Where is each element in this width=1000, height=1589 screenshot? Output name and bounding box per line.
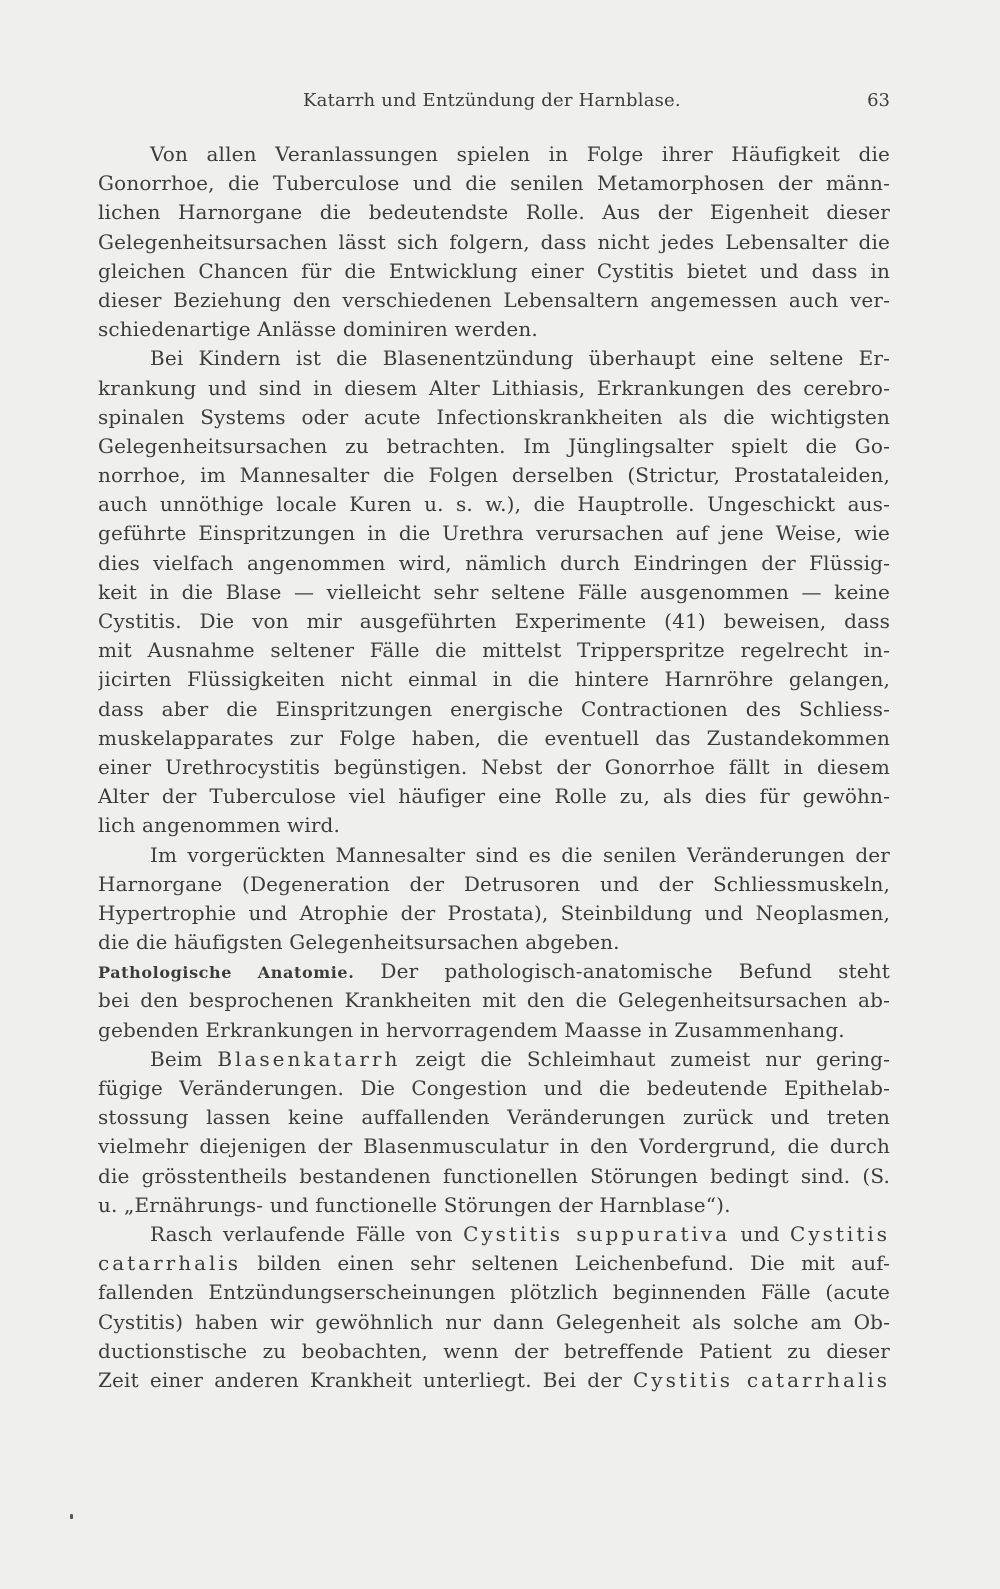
text-line: fallenden Entzündungserscheinungen plötzlich beginnenden Fälle (acute — [98, 1280, 890, 1305]
section-heading: Pathologische Anatomie. — [98, 963, 355, 983]
emphasized-term: Cystitis — [790, 1221, 890, 1246]
section-heading-rest: Der pathologisch-anatomische Befund steht — [354, 959, 890, 984]
text-line: Harnorgane (Degeneration der Detrusoren und der Schliessmuskeln, — [98, 871, 890, 896]
text-line — [98, 1366, 890, 1395]
text-fragment: Rasch verlaufende Fälle von — [150, 1221, 464, 1246]
text-fragment: Zeit einer anderen Krankheit unterliegt. Bei der — [98, 1367, 633, 1392]
text-line: gebenden Erkrankungen in hervorragendem Maasse in Zusammenhang. — [98, 1017, 845, 1042]
text-fragment: und — [730, 1221, 791, 1246]
text-line: Bei Kindern ist die Blasenentzündung überhaupt eine seltene Er- — [150, 346, 890, 371]
emphasized-term: Cystitis catarrhalis — [633, 1367, 890, 1392]
emphasized-term: Cystitis suppurativa — [463, 1221, 731, 1246]
text-line: stossung lassen keine auffallenden Veränderungen zurück und treten — [98, 1105, 890, 1130]
text-line — [98, 1220, 890, 1249]
text-line: auch unnöthige locale Kuren u. s. w.), die Hauptrolle. Ungeschickt aus- — [98, 492, 890, 517]
emphasized-term: Blasenkatarrh — [217, 1046, 401, 1071]
ink-speck — [70, 1514, 73, 1519]
text-line: krankung und sind in diesem Alter Lithiasis, Erkrankungen des cerebro- — [98, 375, 890, 400]
running-title: Katarrh und Entzündung der Harnblase. — [303, 90, 681, 111]
text-line: Gelegenheitsursachen zu betrachten. Im Jünglingsalter spielt die Go- — [98, 433, 890, 458]
text-line: Gelegenheitsursachen lässt sich folgern, dass nicht jedes Lebensalter die — [98, 229, 890, 254]
text-line: norrhoe, im Mannesalter die Folgen derselben (Strictur, Prostataleiden, — [98, 463, 890, 488]
emphasized-term: catarrhalis — [98, 1251, 242, 1276]
text-line: keit in die Blase — vielleicht sehr seltene Fälle ausgenommen — keine — [98, 579, 890, 604]
text-line: Von allen Veranlassungen spielen in Folge ihrer Häufigkeit die — [150, 142, 890, 166]
running-head — [98, 90, 890, 118]
text-line: ductionstische zu beobachten, wenn der betreffende Patient zu dieser — [98, 1338, 890, 1363]
text-line: Alter der Tuberculose viel häufiger eine Rolle zu, als dies für gewöhn- — [98, 784, 890, 809]
text-line: fügige Veränderungen. Die Congestion und die bedeutende Epithelab- — [98, 1076, 890, 1100]
text-line: dies vielfach angenommen wird, nämlich durch Eindringen der Flüssig- — [98, 550, 890, 575]
text-line: dieser Beziehung den verschiedenen Lebensaltern angemessen auch ver- — [98, 287, 890, 312]
text-line: Cystitis) haben wir gewöhnlich nur dann Gelegenheit als solche am Ob- — [98, 1309, 890, 1334]
text-fragment: zeigt die Schleimhaut zumeist nur gering- — [400, 1046, 890, 1071]
text-line: die die häufigsten Gelegenheitsursachen abgeben. — [98, 930, 620, 955]
text-line: geführte Einspritzungen in die Urethra verursachen auf jene Weise, wie — [98, 521, 890, 546]
text-line: u. „Ernährungs- und functionelle Störungen der Harnblase“). — [98, 1192, 731, 1217]
text-line: Gonorrhoe, die Tuberculose und die senilen Metamorphosen der männ- — [98, 171, 890, 196]
text-line — [98, 1249, 890, 1278]
page-number: 63 — [867, 90, 890, 111]
text-line: muskelapparates zur Folge haben, die eventuell das Zustandekommen — [98, 725, 890, 750]
body-text — [98, 140, 890, 1395]
text-line: vielmehr diejenigen der Blasenmusculatur in den Vordergrund, die durch — [98, 1134, 890, 1159]
text-line: mit Ausnahme seltener Fälle die mittelst Tripperspritze regelrecht in- — [98, 638, 890, 663]
text-line: die grösstentheils bestandenen functionellen Störungen bedingt sind. (S. — [98, 1163, 890, 1188]
text-fragment: Beim — [150, 1046, 218, 1071]
section-heading-line — [98, 957, 890, 986]
text-line: gleichen Chancen für die Entwicklung einer Cystitis bietet und dass in — [98, 258, 890, 283]
text-line: lichen Harnorgane die bedeutendste Rolle. Aus der Eigenheit dieser — [98, 200, 890, 225]
text-line: schiedenartige Anlässe dominiren werden. — [98, 317, 538, 342]
text-line: Cystitis. Die von mir ausgeführten Experimente (41) beweisen, dass — [98, 609, 890, 633]
text-line: spinalen Systems oder acute Infectionskrankheiten als die wichtigsten — [98, 404, 890, 429]
text-line: dass aber die Einspritzungen energische Contractionen des Schliess- — [98, 696, 890, 721]
text-line: Im vorgerückten Mannesalter sind es die senilen Veränderungen der — [150, 842, 890, 867]
text-fragment: bilden einen sehr seltenen Leichenbefund. Die mit auf- — [241, 1251, 890, 1276]
text-line: jicirten Flüssigkeiten nicht einmal in die hintere Harnröhre gelangen, — [98, 667, 890, 692]
text-line: lich angenommen wird. — [98, 813, 340, 838]
text-line: Hypertrophie und Atrophie der Prostata), Steinbildung und Neoplasmen, — [98, 900, 890, 925]
text-line — [98, 1045, 890, 1074]
text-line: bei den besprochenen Krankheiten mit den die Gelegenheitsursachen ab- — [98, 988, 890, 1013]
text-line: einer Urethrocystitis begünstigen. Nebst der Gonorrhoe fällt in diesem — [98, 754, 890, 779]
